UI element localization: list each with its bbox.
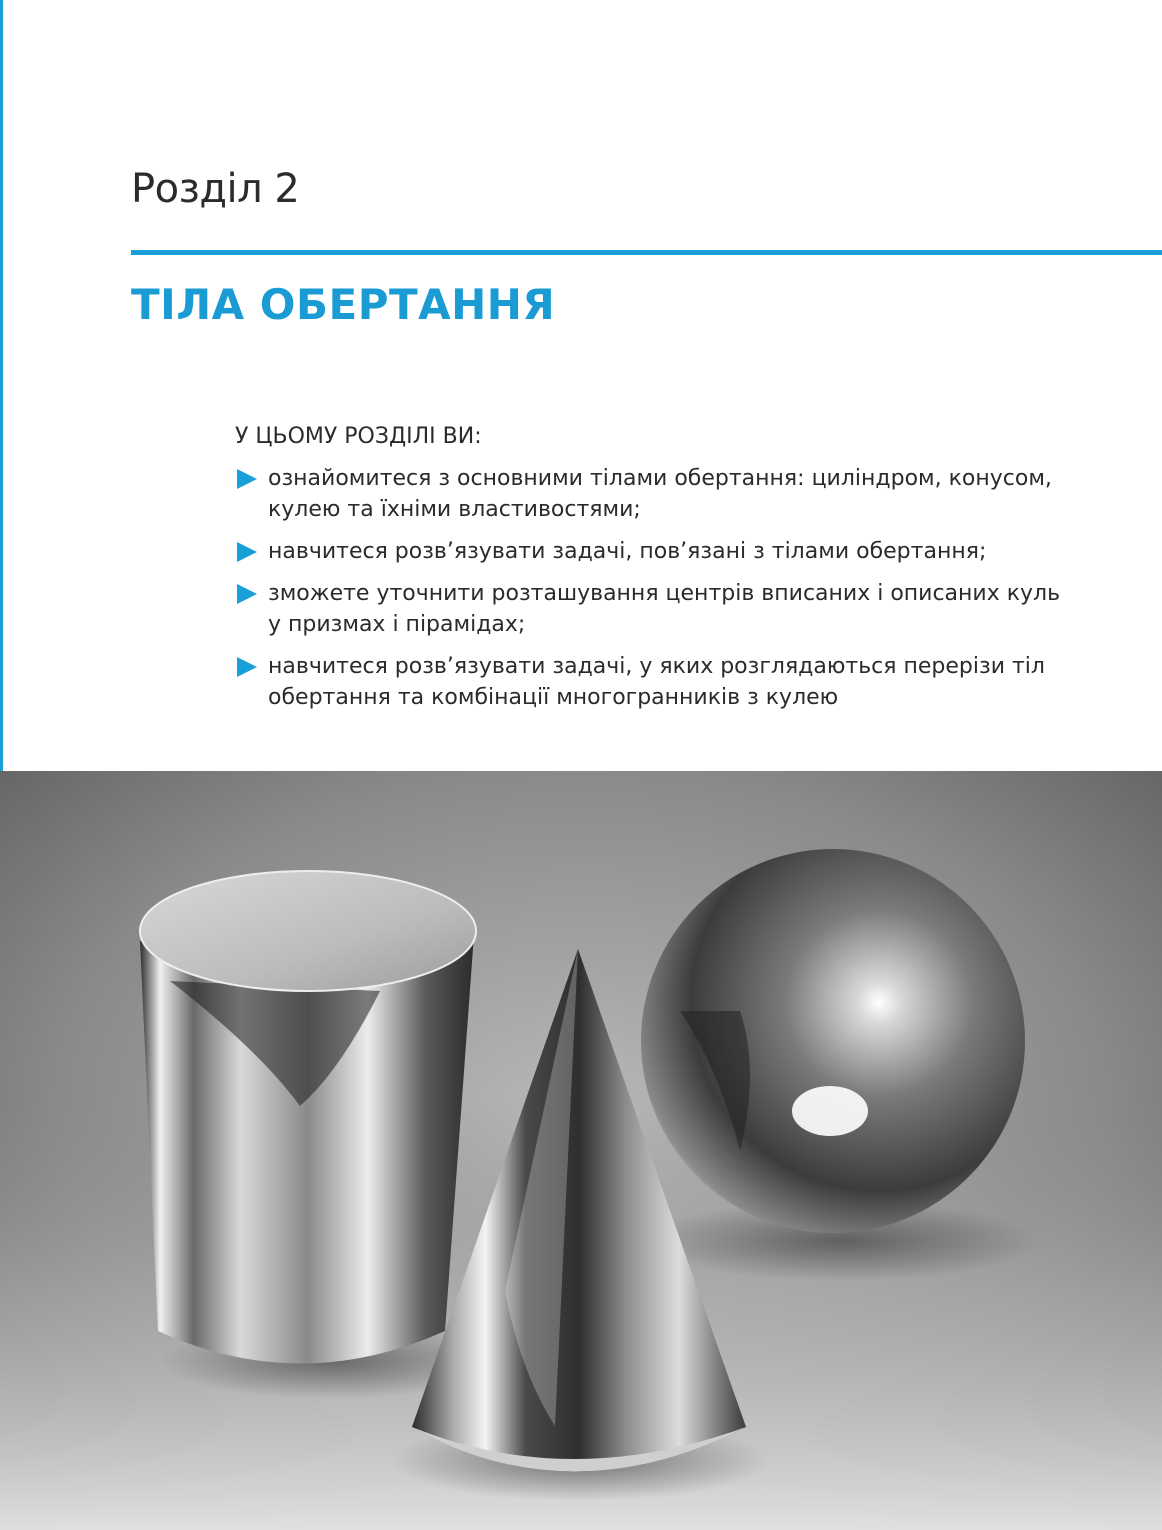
goal-list — [235, 463, 1115, 713]
goal-text-line: зможете уточнити розташування центрів вписаних і описаних куль — [268, 581, 1061, 606]
solids-of-revolution-photo — [0, 771, 1162, 1530]
goal-item — [235, 578, 1115, 640]
goal-text-line: обертання та комбінації многогранників з кулею — [268, 685, 839, 710]
triangle-bullet-icon — [237, 584, 257, 604]
goal-text-line: ознайомитеся з основними тілами обертання: циліндром, конусом, — [268, 466, 1052, 491]
goal-text-line: кулею та їхніми властивостями; — [268, 497, 641, 522]
left-margin-rule — [0, 0, 3, 772]
goals-heading: У ЦЬОМУ РОЗДІЛІ ВИ: — [235, 424, 482, 449]
goal-item — [235, 536, 1115, 567]
title-divider — [131, 250, 1162, 255]
goal-text-line: навчитеся розв’язувати задачі, пов’язані з тілами обертання; — [268, 539, 987, 564]
triangle-bullet-icon — [237, 657, 257, 677]
goal-text-line: навчитеся розв’язувати задачі, у яких розглядаються перерізи тіл — [268, 654, 1045, 679]
triangle-bullet-icon — [237, 542, 257, 562]
chapter-title: ТІЛА ОБЕРТАННЯ — [131, 280, 556, 329]
goal-text-line: у призмах і пірамідах; — [268, 612, 526, 637]
triangle-bullet-icon — [237, 469, 257, 489]
section-label: Розділ 2 — [131, 166, 300, 212]
goal-item — [235, 651, 1115, 713]
chapter-goals — [235, 424, 1115, 724]
goal-item — [235, 463, 1115, 525]
